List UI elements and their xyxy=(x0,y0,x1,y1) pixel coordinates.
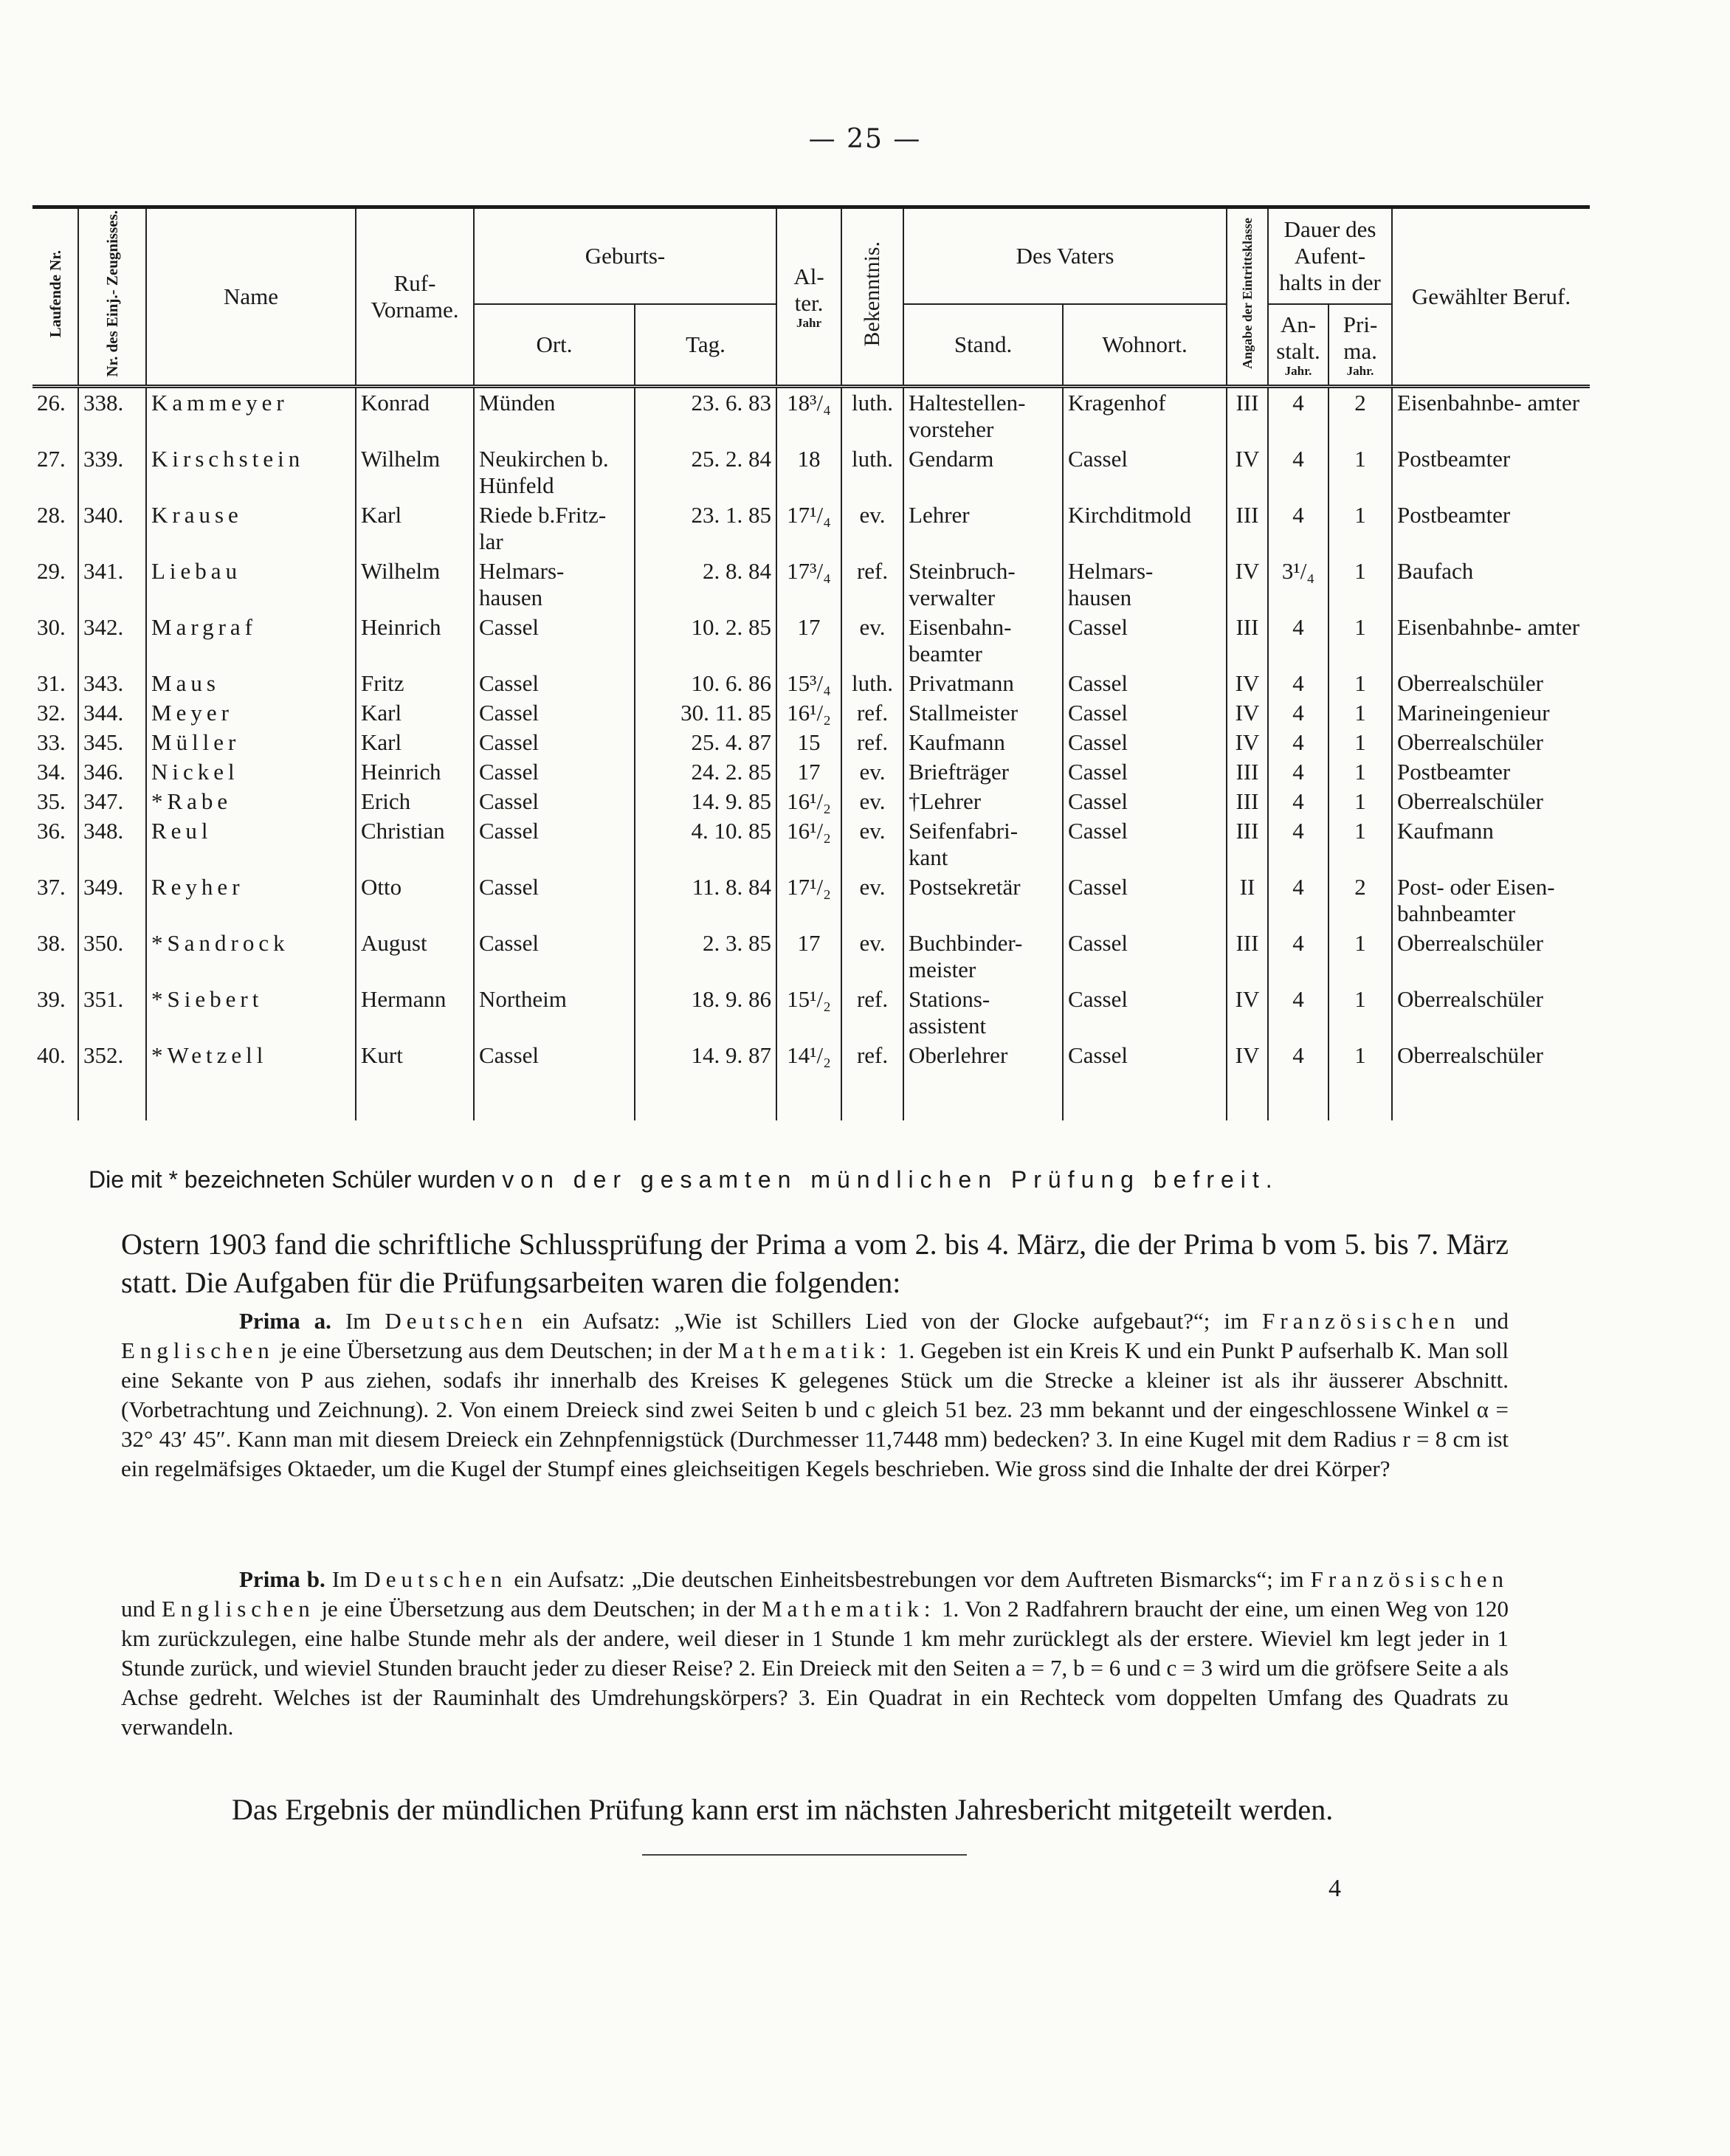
table-row xyxy=(32,757,1590,787)
row-stand: Stations- assistent xyxy=(903,985,1063,1041)
row-zeugnis-nr: 344. xyxy=(78,698,146,728)
prima-b-label: Prima b. xyxy=(239,1566,325,1592)
row-nr: 30. xyxy=(32,613,78,669)
row-klasse: IV xyxy=(1227,985,1268,1041)
row-tag: 10. 6. 86 xyxy=(635,669,776,698)
row-tag: 14. 9. 85 xyxy=(635,787,776,816)
row-tag: 24. 2. 85 xyxy=(635,757,776,787)
row-bekenntnis: ref. xyxy=(841,728,903,757)
prima-b-text-2: ein Aufsatz: „Die deutschen Einheitsbestrebungen vor dem Auftreten Bismarcks“; im xyxy=(514,1566,1304,1592)
row-anstalt: 4 xyxy=(1268,985,1328,1041)
row-stand: Briefträger xyxy=(903,757,1063,787)
row-zeugnis-nr: 341. xyxy=(78,557,146,613)
footnote xyxy=(89,1166,1624,1194)
row-prima: 1 xyxy=(1328,757,1392,787)
row-vorname: Hermann xyxy=(356,985,474,1041)
row-anstalt: 4 xyxy=(1268,698,1328,728)
row-alter: 14¹/₂ xyxy=(776,1041,841,1120)
prima-a-deutsch: Deutschen xyxy=(385,1308,528,1334)
row-wohnort: Cassel xyxy=(1063,787,1227,816)
row-stand: Lehrer xyxy=(903,500,1063,557)
row-nr: 40. xyxy=(32,1041,78,1120)
row-ort: Northeim xyxy=(474,985,635,1041)
row-prima: 1 xyxy=(1328,787,1392,816)
row-prima: 2 xyxy=(1328,386,1392,444)
row-name: Krause xyxy=(146,500,356,557)
col-jahr: Jahr xyxy=(796,315,822,330)
row-bekenntnis: ev. xyxy=(841,816,903,872)
table-row xyxy=(32,698,1590,728)
row-beruf: Kaufmann xyxy=(1392,816,1590,872)
row-beruf: Oberrealschüler xyxy=(1392,1041,1590,1120)
row-bekenntnis: luth. xyxy=(841,444,903,500)
row-stand: Stallmeister xyxy=(903,698,1063,728)
col-eintrittsklasse: Angabe der Eintrittsklasse xyxy=(1227,207,1268,387)
row-anstalt: 4 xyxy=(1268,1041,1328,1120)
prima-b-engl: Englischen xyxy=(162,1596,315,1622)
row-klasse: II xyxy=(1227,872,1268,929)
row-stand: Privatmann xyxy=(903,669,1063,698)
row-prima: 1 xyxy=(1328,728,1392,757)
row-vorname: Kurt xyxy=(356,1041,474,1120)
prima-b-text-3: je eine Übersetzung aus dem Deutschen; in der xyxy=(321,1596,756,1622)
table-row xyxy=(32,444,1590,500)
row-klasse: III xyxy=(1227,787,1268,816)
row-wohnort: Kragenhof xyxy=(1063,386,1227,444)
row-name: *Sandrock xyxy=(146,929,356,985)
row-wohnort: Cassel xyxy=(1063,669,1227,698)
row-alter: 17¹/₂ xyxy=(776,872,841,929)
col-geburts: Geburts- xyxy=(474,207,776,305)
row-vorname: Otto xyxy=(356,872,474,929)
row-vorname: Fritz xyxy=(356,669,474,698)
row-alter: 15³/₄ xyxy=(776,669,841,698)
row-nr: 39. xyxy=(32,985,78,1041)
student-table xyxy=(32,205,1590,1120)
row-anstalt: 4 xyxy=(1268,757,1328,787)
prima-a-text-3: je eine Übersetzung aus dem Deutschen; in der xyxy=(280,1337,712,1363)
table-row xyxy=(32,816,1590,872)
row-nr: 26. xyxy=(32,386,78,444)
row-nr: 28. xyxy=(32,500,78,557)
row-name: *Rabe xyxy=(146,787,356,816)
prima-a-engl: Englischen xyxy=(121,1337,275,1363)
row-tag: 11. 8. 84 xyxy=(635,872,776,929)
row-wohnort: Cassel xyxy=(1063,1041,1227,1120)
row-name: Reul xyxy=(146,816,356,872)
prima-a-paragraph xyxy=(121,1306,1509,1484)
row-vorname: Heinrich xyxy=(356,757,474,787)
row-wohnort: Cassel xyxy=(1063,613,1227,669)
row-stand: Haltestellen- vorsteher xyxy=(903,386,1063,444)
row-ort: Cassel xyxy=(474,929,635,985)
row-name: Maus xyxy=(146,669,356,698)
row-bekenntnis: ev. xyxy=(841,613,903,669)
row-klasse: III xyxy=(1227,757,1268,787)
row-nr: 38. xyxy=(32,929,78,985)
row-tag: 25. 4. 87 xyxy=(635,728,776,757)
row-zeugnis-nr: 347. xyxy=(78,787,146,816)
col-anstalt: An- stalt. Jahr. xyxy=(1268,304,1328,386)
col-tag: Tag. xyxy=(635,304,776,386)
row-anstalt: 4 xyxy=(1268,669,1328,698)
prima-a-text-2: ein Aufsatz: „Wie ist Schillers Lied von der Glocke aufgebaut?“; im xyxy=(542,1308,1249,1334)
row-ort: Neukirchen b. Hünfeld xyxy=(474,444,635,500)
row-nr: 33. xyxy=(32,728,78,757)
row-tag: 14. 9. 87 xyxy=(635,1041,776,1120)
row-beruf: Postbeamter xyxy=(1392,500,1590,557)
row-nr: 36. xyxy=(32,816,78,872)
row-tag: 2. 3. 85 xyxy=(635,929,776,985)
row-wohnort: Helmars- hausen xyxy=(1063,557,1227,613)
row-tag: 18. 9. 86 xyxy=(635,985,776,1041)
row-stand: Seifenfabri- kant xyxy=(903,816,1063,872)
row-beruf: Oberrealschüler xyxy=(1392,728,1590,757)
row-prima: 1 xyxy=(1328,816,1392,872)
row-alter: 15¹/₂ xyxy=(776,985,841,1041)
row-alter: 16¹/₂ xyxy=(776,816,841,872)
row-prima: 1 xyxy=(1328,557,1392,613)
row-prima: 2 xyxy=(1328,872,1392,929)
table-row xyxy=(32,985,1590,1041)
prima-b-paragraph xyxy=(121,1565,1509,1742)
row-anstalt: 4 xyxy=(1268,787,1328,816)
row-stand: Kaufmann xyxy=(903,728,1063,757)
row-wohnort: Cassel xyxy=(1063,816,1227,872)
row-klasse: III xyxy=(1227,929,1268,985)
row-beruf: Oberrealschüler xyxy=(1392,929,1590,985)
row-zeugnis-nr: 351. xyxy=(78,985,146,1041)
table-row xyxy=(32,787,1590,816)
row-name: Margraf xyxy=(146,613,356,669)
row-nr: 31. xyxy=(32,669,78,698)
row-tag: 23. 6. 83 xyxy=(635,386,776,444)
row-klasse: IV xyxy=(1227,698,1268,728)
row-nr: 27. xyxy=(32,444,78,500)
col-des-vaters: Des Vaters xyxy=(903,207,1227,305)
row-vorname: Karl xyxy=(356,698,474,728)
row-beruf: Postbeamter xyxy=(1392,757,1590,787)
row-ort: Cassel xyxy=(474,613,635,669)
row-klasse: IV xyxy=(1227,728,1268,757)
row-bekenntnis: ref. xyxy=(841,557,903,613)
prima-a-franz: Französischen xyxy=(1262,1308,1461,1334)
table-row xyxy=(32,1041,1590,1120)
row-ort: Riede b.Fritz- lar xyxy=(474,500,635,557)
row-bekenntnis: ev. xyxy=(841,872,903,929)
row-alter: 18³/₄ xyxy=(776,386,841,444)
row-alter: 17 xyxy=(776,929,841,985)
table-row xyxy=(32,872,1590,929)
row-ort: Cassel xyxy=(474,1041,635,1120)
row-tag: 25. 2. 84 xyxy=(635,444,776,500)
row-wohnort: Cassel xyxy=(1063,728,1227,757)
row-nr: 35. xyxy=(32,787,78,816)
col-name: Name xyxy=(146,207,356,387)
row-beruf: Marineingenieur xyxy=(1392,698,1590,728)
row-vorname: Wilhelm xyxy=(356,557,474,613)
row-ort: Münden xyxy=(474,386,635,444)
prima-b-und: und xyxy=(121,1596,156,1622)
col-prima: Pri- ma. Jahr. xyxy=(1328,304,1392,386)
row-stand: Postsekretär xyxy=(903,872,1063,929)
row-klasse: III xyxy=(1227,500,1268,557)
row-wohnort: Kirchditmold xyxy=(1063,500,1227,557)
row-name: Reyher xyxy=(146,872,356,929)
row-zeugnis-nr: 339. xyxy=(78,444,146,500)
row-bekenntnis: ev. xyxy=(841,500,903,557)
row-alter: 16¹/₂ xyxy=(776,698,841,728)
row-prima: 1 xyxy=(1328,669,1392,698)
row-ort: Cassel xyxy=(474,728,635,757)
row-tag: 2. 8. 84 xyxy=(635,557,776,613)
row-prima: 1 xyxy=(1328,613,1392,669)
row-prima: 1 xyxy=(1328,985,1392,1041)
row-anstalt: 4 xyxy=(1268,728,1328,757)
prima-a-text-4: 1. Gegeben ist ein Kreis K und ein Punkt P aufserhalb K. Man soll eine Sekante von P aus ziehen, sodafs ihr innerhalb des Kreises K gelegenes Stück um die Strecke a kleiner ist als ihr äusserer Abschnitt. (Vorbetrachtung und Zeichnung). 2. Von einem Dreieck sind zwei Seiten b und c gleich 51 bez. 23 mm bekannt und der eingeschlossene Winkel α = 32° 43′ 45″. Kann man mit diesem Dreieck ein Zehnpfennigstück (Durchmesser 11,7448 mm) bedecken? 3. In eine Kugel mit dem Radius r = 8 cm ist ein regelmäfsiges Oktaeder, um die Kugel der Stumpf eines gleichseitigen Kegels beschrieben. Wie gross sind die Inhalte der drei Körper? xyxy=(121,1337,1509,1481)
row-wohnort: Cassel xyxy=(1063,757,1227,787)
row-anstalt: 4 xyxy=(1268,613,1328,669)
row-stand: Oberlehrer xyxy=(903,1041,1063,1120)
prima-b-deutsch: Deutschen xyxy=(364,1566,508,1592)
footnote-spaced: von der gesamten mündlichen Prüfung befreit. xyxy=(502,1166,1279,1193)
prima-a-math: Mathematik: xyxy=(717,1337,892,1363)
divider-rule xyxy=(642,1854,967,1856)
exam-intro: Ostern 1903 fand die schriftliche Schlussprüfung der Prima a vom 2. bis 4. März, die der Prima b vom 5. bis 7. März statt. Die Aufgaben für die Prüfungsarbeiten waren die folgenden: xyxy=(121,1227,1509,1299)
page-header: — 25 — xyxy=(808,124,922,154)
table-row xyxy=(32,557,1590,613)
row-klasse: IV xyxy=(1227,557,1268,613)
row-bekenntnis: ev. xyxy=(841,929,903,985)
row-zeugnis-nr: 349. xyxy=(78,872,146,929)
row-zeugnis-nr: 348. xyxy=(78,816,146,872)
row-wohnort: Cassel xyxy=(1063,698,1227,728)
row-anstalt: 4 xyxy=(1268,872,1328,929)
row-bekenntnis: ev. xyxy=(841,787,903,816)
table-row xyxy=(32,669,1590,698)
row-name: *Wetzell xyxy=(146,1041,356,1120)
row-vorname: Karl xyxy=(356,500,474,557)
row-prima: 1 xyxy=(1328,1041,1392,1120)
col-rufvorname: Ruf- Vorname. xyxy=(356,207,474,387)
footnote-lead: Die mit * bezeichneten Schüler wurden xyxy=(89,1166,496,1193)
row-zeugnis-nr: 342. xyxy=(78,613,146,669)
row-bekenntnis: ref. xyxy=(841,985,903,1041)
row-ort: Cassel xyxy=(474,669,635,698)
row-tag: 30. 11. 85 xyxy=(635,698,776,728)
row-anstalt: 4 xyxy=(1268,386,1328,444)
row-tag: 10. 2. 85 xyxy=(635,613,776,669)
table-row xyxy=(32,728,1590,757)
row-alter: 17¹/₄ xyxy=(776,500,841,557)
row-name: Kirschstein xyxy=(146,444,356,500)
col-dauer: Dauer des Aufent- halts in der xyxy=(1268,207,1392,305)
col-bekenntnis: Bekenntnis. xyxy=(841,207,903,387)
prima-b-math: Mathematik: xyxy=(762,1596,936,1622)
row-prima: 1 xyxy=(1328,929,1392,985)
row-vorname: Heinrich xyxy=(356,613,474,669)
row-stand: Eisenbahn- beamter xyxy=(903,613,1063,669)
row-prima: 1 xyxy=(1328,500,1392,557)
row-name: *Siebert xyxy=(146,985,356,1041)
row-alter: 17 xyxy=(776,613,841,669)
row-zeugnis-nr: 338. xyxy=(78,386,146,444)
row-zeugnis-nr: 346. xyxy=(78,757,146,787)
prima-b-text-1: Im xyxy=(331,1566,358,1592)
row-wohnort: Cassel xyxy=(1063,985,1227,1041)
row-anstalt: 4 xyxy=(1268,500,1328,557)
row-ort: Helmars- hausen xyxy=(474,557,635,613)
col-laufende-nr: Laufende Nr. xyxy=(32,207,78,387)
row-prima: 1 xyxy=(1328,698,1392,728)
row-ort: Cassel xyxy=(474,872,635,929)
row-name: Meyer xyxy=(146,698,356,728)
row-zeugnis-nr: 340. xyxy=(78,500,146,557)
row-anstalt: 4 xyxy=(1268,816,1328,872)
row-beruf: Oberrealschüler xyxy=(1392,787,1590,816)
row-zeugnis-nr: 350. xyxy=(78,929,146,985)
row-beruf: Oberrealschüler xyxy=(1392,985,1590,1041)
prima-a-und: und xyxy=(1474,1308,1509,1334)
row-bekenntnis: ev. xyxy=(841,757,903,787)
row-beruf: Eisenbahnbe- amter xyxy=(1392,386,1590,444)
row-vorname: Erich xyxy=(356,787,474,816)
col-alter: Al- ter. Jahr xyxy=(776,207,841,387)
row-ort: Cassel xyxy=(474,816,635,872)
row-zeugnis-nr: 345. xyxy=(78,728,146,757)
row-prima: 1 xyxy=(1328,444,1392,500)
row-nr: 32. xyxy=(32,698,78,728)
row-beruf: Post- oder Eisen- bahnbeamter xyxy=(1392,872,1590,929)
row-stand: Gendarm xyxy=(903,444,1063,500)
row-stand: Buchbinder- meister xyxy=(903,929,1063,985)
row-nr: 37. xyxy=(32,872,78,929)
row-nr: 34. xyxy=(32,757,78,787)
row-klasse: III xyxy=(1227,386,1268,444)
row-ort: Cassel xyxy=(474,698,635,728)
result-sentence: Das Ergebnis der mündlichen Prüfung kann erst im nächsten Jahresbericht mitgeteilt werden. xyxy=(232,1793,1334,1826)
row-wohnort: Cassel xyxy=(1063,872,1227,929)
row-bekenntnis: luth. xyxy=(841,669,903,698)
row-bekenntnis: luth. xyxy=(841,386,903,444)
row-tag: 4. 10. 85 xyxy=(635,816,776,872)
row-name: Kammeyer xyxy=(146,386,356,444)
table-row xyxy=(32,500,1590,557)
row-klasse: III xyxy=(1227,816,1268,872)
row-wohnort: Cassel xyxy=(1063,929,1227,985)
row-beruf: Oberrealschüler xyxy=(1392,669,1590,698)
prima-b-franz: Französischen xyxy=(1310,1566,1509,1592)
row-beruf: Baufach xyxy=(1392,557,1590,613)
prima-b-text-4: 1. Von 2 Radfahrern braucht der eine, um einen Weg von 120 km zurückzulegen, eine halbe Stunde mehr als der andere, weil dieser in 1 Stunde 1 km mehr zurücklegt als der erstere. Wieviel km legt jeder in 1 Stunde zurück, und wieviel Stunden braucht jeder zu dieser Reise? 2. Ein Dreieck mit den Seiten a = 7, b = 6 und c = 3 wird um die gröfsere Seite a als Achse gedreht. Welches ist der Rauminhalt des Umdrehungskörpers? 3. Ein Quadrat in ein Rechteck vom doppelten Umfang des Quadrats zu verwandeln. xyxy=(121,1596,1509,1740)
prima-a-label: Prima a. xyxy=(239,1308,331,1334)
row-alter: 16¹/₂ xyxy=(776,787,841,816)
row-klasse: III xyxy=(1227,613,1268,669)
row-alter: 15 xyxy=(776,728,841,757)
row-name: Nickel xyxy=(146,757,356,787)
row-alter: 17 xyxy=(776,757,841,787)
row-ort: Cassel xyxy=(474,787,635,816)
row-bekenntnis: ref. xyxy=(841,1041,903,1120)
table-row xyxy=(32,929,1590,985)
row-zeugnis-nr: 352. xyxy=(78,1041,146,1120)
row-tag: 23. 1. 85 xyxy=(635,500,776,557)
row-vorname: Christian xyxy=(356,816,474,872)
row-ort: Cassel xyxy=(474,757,635,787)
row-vorname: Karl xyxy=(356,728,474,757)
row-stand: Steinbruch- verwalter xyxy=(903,557,1063,613)
row-stand: †Lehrer xyxy=(903,787,1063,816)
row-wohnort: Cassel xyxy=(1063,444,1227,500)
row-alter: 17³/₄ xyxy=(776,557,841,613)
row-beruf: Eisenbahnbe- amter xyxy=(1392,613,1590,669)
row-anstalt: 3¹/₄ xyxy=(1268,557,1328,613)
row-name: Müller xyxy=(146,728,356,757)
table-row xyxy=(32,613,1590,669)
col-ort: Ort. xyxy=(474,304,635,386)
row-zeugnis-nr: 343. xyxy=(78,669,146,698)
row-klasse: IV xyxy=(1227,1041,1268,1120)
row-beruf: Postbeamter xyxy=(1392,444,1590,500)
row-vorname: Konrad xyxy=(356,386,474,444)
prima-a-text-1: Im xyxy=(345,1308,371,1334)
row-name: Liebau xyxy=(146,557,356,613)
row-klasse: IV xyxy=(1227,444,1268,500)
row-anstalt: 4 xyxy=(1268,444,1328,500)
row-vorname: Wilhelm xyxy=(356,444,474,500)
row-nr: 29. xyxy=(32,557,78,613)
table-row xyxy=(32,386,1590,444)
col-beruf: Gewählter Beruf. xyxy=(1392,207,1590,387)
col-wohnort: Wohnort. xyxy=(1063,304,1227,386)
row-vorname: August xyxy=(356,929,474,985)
col-nr-zeugnisse: Nr. des Einj.- Zeugnisses. xyxy=(78,207,146,387)
row-alter: 18 xyxy=(776,444,841,500)
row-anstalt: 4 xyxy=(1268,929,1328,985)
col-stand: Stand. xyxy=(903,304,1063,386)
row-klasse: IV xyxy=(1227,669,1268,698)
row-bekenntnis: ref. xyxy=(841,698,903,728)
page-number: 4 xyxy=(1328,1875,1341,1902)
